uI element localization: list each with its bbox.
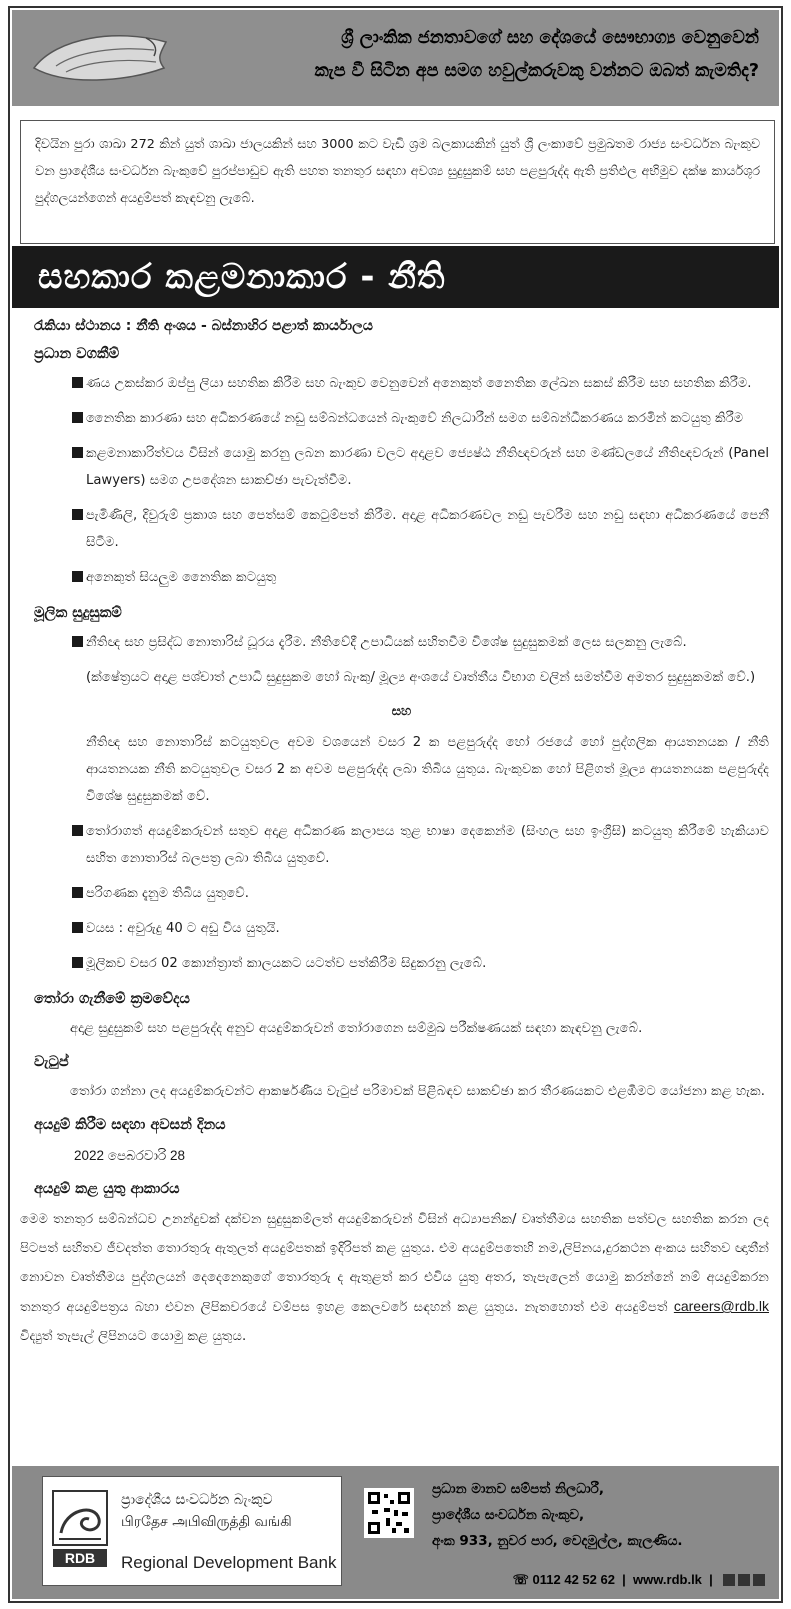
careers-email-link[interactable]: careers@rdb.lk [673,1298,769,1314]
list-item: මූලිකව වසර 02 කොන්ත්‍රාත් කාලයකට යටත්ව පත්කිරීම සිදුකරනු ලැබේ. [34,950,769,977]
qualifications-list [34,629,769,656]
logo-abbreviation: RDB [64,1550,96,1566]
how-to-apply-heading: අයදුම් කළ යුතු ආකාරය [34,1181,180,1197]
bullet-icon [72,922,83,933]
closing-date: 2022 පෙබරවාරි 28 [74,1148,185,1163]
address-line-2: ප්‍රාදේශීය සංවර්ධන බැංකුව, [432,1507,585,1523]
bank-name-sinhala: ප්‍රාදේශීය සංවර්ධන බැංකුව [121,1492,273,1508]
rdb-logo-icon [51,1489,109,1569]
qualifications-heading: මූලික සුදුසුකම් [34,605,122,621]
main-content [20,312,769,1351]
salary-heading: වැටුප් [34,1054,69,1070]
selection-heading: තෝරා ගැනීමේ ක්‍රමවේදය [34,991,190,1007]
qualification-note: (ක්ෂේත්‍රයට අදාළ පශ්චාත් උපාධි සුදුසුකම හෝ බැංකු/ මූල්‍ය අංශයේ වෘත්තීය විභාග වලින් සමත්වීම අමතර සුදුසුකමක් වේ.) [86,670,756,685]
list-item: නීතිඥ සහ ප්‍රසිද්ධ නොතාරිස් ධූරය දැරීම. නීතිවේදී උපාධියක් සහිතවීම විශේෂ සුදුසුකමක් ලෙස සලකනු ලැබේ. [34,629,769,656]
how-to-apply-text: මෙම තනතුර සම්බන්ධව උනන්දුවක් දක්වන සුදුසුකම්ලත් අයදුම්කරුවන් විසින් අධ්‍යාපනික/ වෘත්තීමය සහතික පත්වල සහතික කරන ලද පිටපත් සහිතව ජීවදත්ත තොරතුරු ඇතුලත් අයදුම්පතක් ඉදිරිපත් කළ යුතුය. එම අයදුම්පතෙහි නම,ලිපිනය,දුරකථන අංකය සහිතව ඥාතීන් නොවන වෘත්තීමය පුද්ගලයන් දෙදෙනෙකුගේ තොරතුරු ද ඇතුළත් කර එවිය යුතු අතර, තැපැලෙන් යොමු කරන්නේ නම් අයදුම්කරන තනතුර අයදුම්පත්‍රය බහා එවන ලිපිකවරයේ වම්පස ඉහළ කෙලවරේ සඳහන් කළ යුතුය. නැතහොත් එම අයදුම්පත් careers@rdb.lk විද්‍යුත් තැපැල් ලිපිනයට යොමු කළ යුතුය. [20,1212,769,1344]
list-item: වයස : අවුරුදු 40 ට අඩු විය යුතුයි. [34,915,769,942]
list-item: ණය උකස්කර ඔප්පු ලියා සහතික කිරීම සහ බැංකුව වෙනුවෙන් අනෙකුත් නෛතික ලේඛන සකස් කිරීම සහ සහතික කිරීම. [34,370,769,397]
qualifications-list-2 [34,818,769,977]
salary-text: තෝරා ගන්නා ලද අයදුම්කරුවන්ට ආකර්ෂණීය වැටුප් පරිමාවක් පිළිබඳව සාකච්ඡා කර තීරණයකට එළඹීමට යෝජනා කළ හැක. [70,1084,765,1099]
email-icon[interactable] [738,1574,750,1586]
bullet-icon [72,825,83,836]
bullet-icon [72,447,83,458]
phone-icon: ☏ [512,1572,529,1587]
duties-heading: ප්‍රධාන වගකීම් [34,346,120,362]
contact-address [432,1476,772,1554]
address-line-1: ප්‍රධාන මානව සම්පත් නිලධාරී, [432,1481,604,1497]
address-line-3: අංක 933, නුවර පාර, වෙදමුල්ල, කැලණිය. [432,1533,683,1549]
rdb-logo [42,1476,342,1586]
job-title: සහකාර කළමනාකාර - නීති [12,246,779,308]
conch-shell-icon [26,28,176,86]
qr-code-icon [364,1488,414,1538]
website-link[interactable]: www.rdb.lk [633,1572,702,1587]
bank-name-english: Regional Development Bank [121,1553,337,1572]
bullet-icon [72,412,83,423]
bullet-icon [72,377,83,388]
list-item: පරිගණක දැනුම තිබිය යුතුවේ. [34,880,769,907]
experience-requirement: නීතිඥ සහ නොතාරිස් කටයුතුවල අවම වශයෙන් වසර 2 ක පළපුරුද්ද හෝ රජයේ හෝ පුද්ගලික ආයතනයක / නීති ආයතනයක නීති කටයුතුවල වසර 2 ක අවම පළපුරුද්ද ලබා තිබිය යුතුය. බැංකුවක හෝ පිළිගත් මූල්‍ය ආයතනයක පළපුරුද්ද විශේෂ සුදුසුකමක් වේ. [86,735,769,804]
footer [12,1466,779,1599]
header-line-2: කැප වී සිටින අප සමග හවුල්කරුවකු වන්නට ඔබත් කැමතිද? [314,61,759,81]
phone-number: 0112 42 52 62 [532,1572,615,1587]
header-line-1: ශ්‍රී ලාංකික ජනතාවගේ සහ දේශයේ සෞභාග්‍ය වෙනුවෙන් [341,28,759,48]
youtube-icon[interactable] [753,1574,765,1586]
bullet-icon [72,571,83,582]
and-label: සහ [391,704,412,719]
selection-text: අදාළ සුදුසුකම් සහ පළපුරුද්ද අනුව අයදුම්කරුවන් තෝරාගෙන සම්මුඛ පරීක්ෂණයක් සඳහා කැඳවනු ලැබේ. [70,1021,643,1036]
bullet-icon [72,957,83,968]
bullet-icon [72,636,83,647]
list-item: කළමනාකාරිත්වය විසින් යොමු කරනු ලබන කාරණා වලට අදාළව ජ්‍යෙෂ්ඨ නීතිඥවරුන් සහ මණ්ඩලයේ නීතිඥවරුන් (Panel Lawyers) සමග උපදේශන සාකච්ඡා පැවැත්වීම. [34,440,769,494]
advertisement [8,6,783,1603]
list-item: පැමිණිලි, දිවුරුම් ප්‍රකාශ සහ පෙත්සම් කෙටුම්පත් කිරීම. අදාළ අධිකරණවල නඩු පැවරීම සහ නඩු සඳහා අධිකරණයේ පෙනී සිටීම. [34,502,769,556]
list-item: නෛතික කාරණා සහ අධිකරණයේ නඩු සම්බන්ධයෙන් බැංකුවේ නිලධාරීන් සමග සම්බන්ධීකරණය කරමින් කටයුතු කිරීම [34,405,769,432]
work-location: රැකියා ස්ථානය : නීති අංශය - බස්නාහිර පළාත් කාර්යාලය [34,318,373,334]
bank-name-tamil: பிரதேச அபிவிருத்தி வங்கி [121,1514,292,1530]
list-item: තෝරාගත් අයදුම්කරුවන් සතුව අදාළ අධිකරණ කලාපය තුළ භාෂා දෙකෙන්ම (සිංහල සහ ඉංග්‍රීසි) කටයුතු කිරීමේ හැකියාව සහිත නොතාරිස් බලපත්‍ර ලබා තිබිය යුතුවේ. [34,818,769,872]
contact-line: ☏ 0112 42 52 62 | www.rdb.lk | [513,1572,765,1588]
bullet-icon [72,887,83,898]
header-banner [12,10,779,106]
bullet-icon [72,509,83,520]
intro-paragraph: දිවයින පුරා ශාඛා 272 කින් යුත් ශාඛා ජාලයකින් සහ 3000 කට වැඩි ශ්‍රම බලකායකින් යුත් ශ්‍රී ලංකාවේ ප්‍රමුඛතම රාජ්‍ය සංවර්ධන බැංකුව වන ප්‍රාදේශීය සංවර්ධන බැංකුවේ පුරප්පාඩුව ඇති පහත තනතුර සඳහා අවශ්‍ය සුදුසුකම් සහ පළපුරුද්ද ඇති ප්‍රතිඵල අභිමුව දක්ෂ කාර්යශූර පුද්ගලයන්ගෙන් අයදුම්පත් කැඳවනු ලැබේ. [20,120,775,244]
facebook-icon[interactable] [723,1574,735,1586]
duties-list [34,370,769,591]
closing-date-heading: අයදුම් කිරීම සඳහා අවසන් දිනය [34,1117,226,1133]
list-item: අනෙකුත් සියලුම නෛතික කටයුතු [34,564,769,591]
